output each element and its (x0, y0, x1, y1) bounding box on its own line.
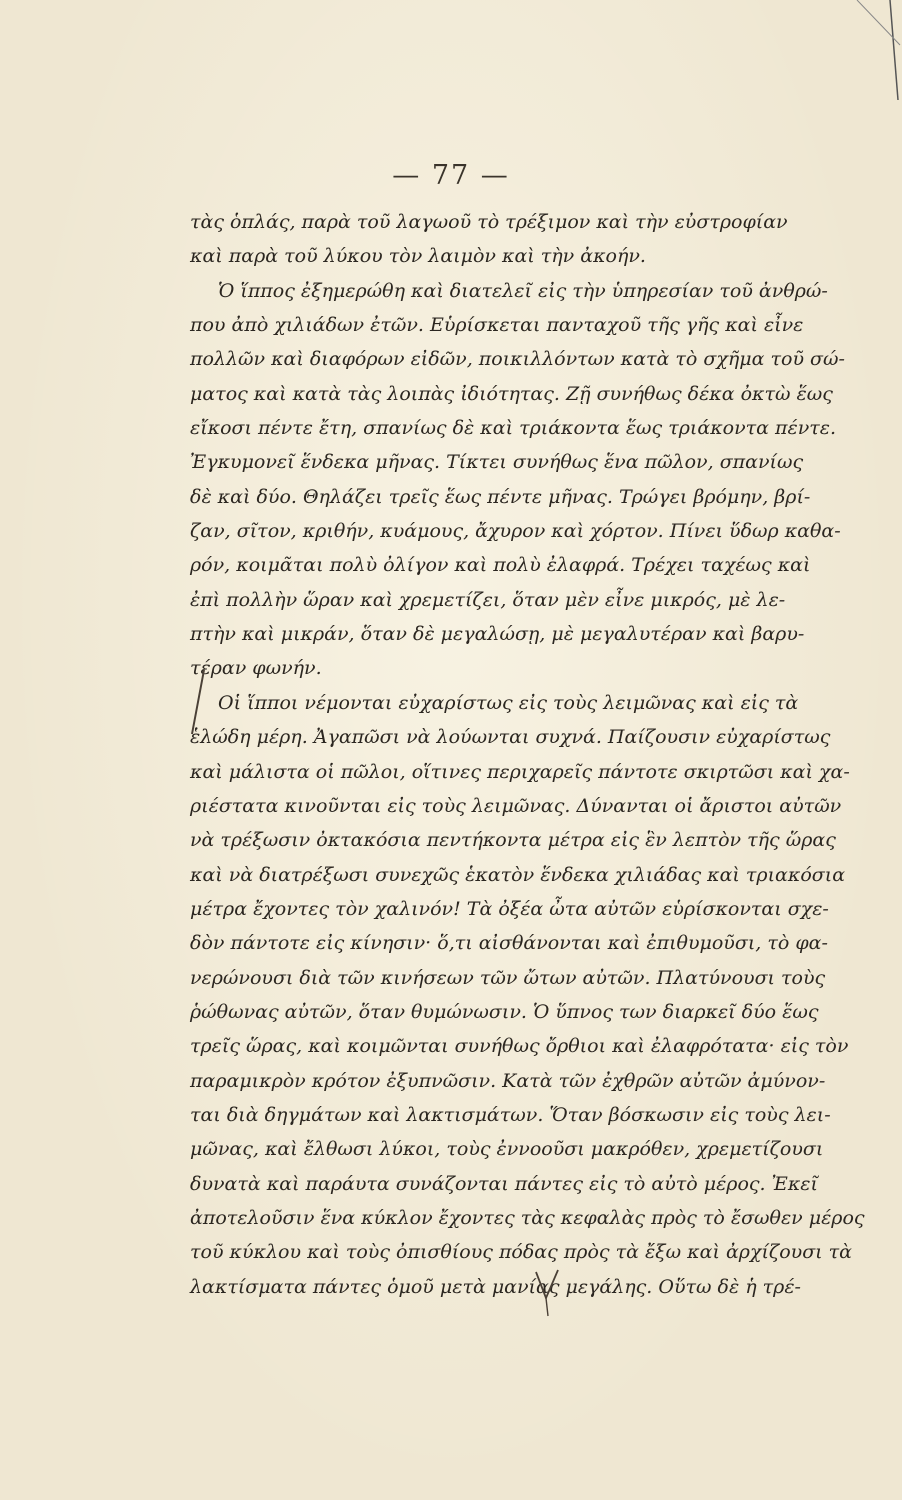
text-line: δὲ καὶ δύο. Θηλάζει τρεῖς ἕως πέντε μῆνας. Τρώγει βρόμην, βρί- (190, 485, 811, 508)
text-line: ται διὰ δηγμάτων καὶ λακτισμάτων. Ὅταν βόσκωσιν εἰς τοὺς λει- (190, 1103, 831, 1126)
text-line: ρόν, κοιμᾶται πολὺ ὀλίγον καὶ πολὺ ἐλαφρά. Τρέχει ταχέως καὶ (190, 554, 811, 577)
text-line: πτὴν καὶ μικράν, ὅταν δὲ μεγαλώσῃ, μὲ μεγαλυτέραν καὶ βαρυ- (190, 623, 805, 646)
text-line: ἀποτελοῦσιν ἕνα κύκλον ἔχοντες τὰς κεφαλὰς πρὸς τὸ ἔσωθεν μέρος (190, 1206, 865, 1229)
text-line: μέτρα ἔχοντες τὸν χαλινόν! Τὰ ὀξέα ὦτα αὐτῶν εὑρίσκονται σχε- (190, 897, 829, 920)
body-text (190, 205, 865, 1304)
text-line: Οἱ ἵπποι νέμονται εὐχαρίστως εἰς τοὺς λειμῶνας καὶ εἰς τὰ (218, 691, 799, 714)
text-line: καὶ μάλιστα οἱ πῶλοι, οἵτινες περιχαρεῖς πάντοτε σκιρτῶσι καὶ χα- (190, 760, 850, 783)
text-line: ῥώθωνας αὐτῶν, ὅταν θυμώνωσιν. Ὁ ὕπνος των διαρκεῖ δύο ἕως (190, 1000, 819, 1023)
text-line: δυνατὰ καὶ παράυτα συνάζονται πάντες εἰς τὸ αὐτὸ μέρος. Ἐκεῖ (190, 1172, 818, 1195)
text-line: τρεῖς ὥρας, καὶ κοιμῶνται συνήθως ὄρθιοι καὶ ἐλαφρότατα· εἰς τὸν (190, 1035, 849, 1058)
text-line: νὰ τρέξωσιν ὀκτακόσια πεντήκοντα μέτρα εἰς ἓν λεπτὸν τῆς ὥρας (190, 829, 836, 852)
text-line: Ἐγκυμονεῖ ἕνδεκα μῆνας. Τίκτει συνήθως ἕνα πῶλον, σπανίως (190, 451, 804, 474)
corner-fold-mark (842, 0, 902, 120)
text-line: Ὁ ἵππος ἐξημερώθη καὶ διατελεῖ εἰς τὴν ὑπηρεσίαν τοῦ ἀνθρώ- (218, 279, 828, 302)
text-line: παραμικρὸν κρότον ἐξυπνῶσιν. Κατὰ τῶν ἐχθρῶν αὐτῶν ἀμύνον- (190, 1069, 826, 1092)
text-line: ριέστατα κινοῦνται εἰς τοὺς λειμῶνας. Δύνανται οἱ ἄριστοι αὐτῶν (190, 794, 842, 817)
text-line: ματος καὶ κατὰ τὰς λοιπὰς ἰδιότητας. Ζῇ συνήθως δέκα ὀκτὼ ἕως (190, 382, 833, 405)
text-line: τοῦ κύκλου καὶ τοὺς ὀπισθίους πόδας πρὸς τὰ ἔξω καὶ ἀρχίζουσι τὰ (190, 1241, 853, 1264)
text-line: ἑλώδη μέρη. Ἀγαπῶσι νὰ λούωνται συχνά. Παίζουσιν εὐχαρίστως (190, 726, 831, 749)
text-line: καὶ νὰ διατρέξωσι συνεχῶς ἑκατὸν ἕνδεκα χιλιάδας καὶ τριακόσια (190, 863, 846, 886)
text-line: λακτίσματα πάντες ὁμοῦ μετὰ μανίας μεγάλης. Οὕτω δὲ ἡ τρέ- (190, 1275, 801, 1298)
paragraph-pen-mark-end (532, 1268, 562, 1318)
text-line: δὸν πάντοτε εἰς κίνησιν· ὅ,τι αἰσθάνονται καὶ ἐπιθυμοῦσι, τὸ φα- (190, 932, 828, 955)
page-number: — 77 — (392, 160, 510, 191)
text-line: τέραν φωνήν. (190, 657, 322, 680)
text-line: νερώνουσι διὰ τῶν κινήσεων τῶν ὤτων αὐτῶν. Πλατύνουσι τοὺς (190, 966, 826, 989)
text-line: τὰς ὁπλάς, παρὰ τοῦ λαγωοῦ τὸ τρέξιμον καὶ τὴν εὐστροφίαν (190, 211, 788, 233)
text-line: που ἀπὸ χιλιάδων ἐτῶν. Εὑρίσκεται πανταχοῦ τῆς γῆς καὶ εἶνε (190, 314, 804, 337)
text-line: καὶ παρὰ τοῦ λύκου τὸν λαιμὸν καὶ τὴν ἀκοήν. (190, 245, 646, 268)
text-line: πολλῶν καὶ διαφόρων εἰδῶν, ποικιλλόντων κατὰ τὸ σχῆμα τοῦ σώ- (190, 348, 845, 371)
paragraph-pen-mark (186, 668, 210, 738)
text-line: ζαν, σῖτον, κριθήν, κυάμους, ἄχυρον καὶ χόρτον. Πίνει ὕδωρ καθα- (190, 520, 841, 543)
text-line: ἐπὶ πολλὴν ὥραν καὶ χρεμετίζει, ὅταν μὲν εἶνε μικρός, μὲ λε- (190, 588, 786, 611)
text-line: εἴκοσι πέντε ἔτη, σπανίως δὲ καὶ τριάκοντα ἕως τριάκοντα πέντε. (190, 417, 836, 440)
text-line: μῶνας, καὶ ἔλθωσι λύκοι, τοὺς ἐννοοῦσι μακρόθεν, χρεμετίζουσι (190, 1138, 824, 1161)
